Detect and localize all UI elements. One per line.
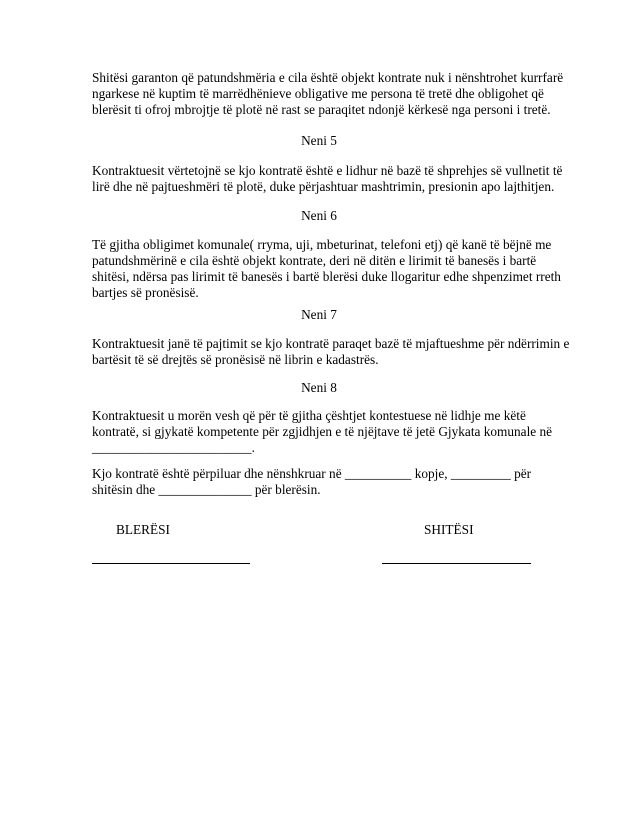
paragraph-article-7: [92, 336, 570, 368]
paragraph-guarantee: [92, 70, 562, 118]
paragraph-article-5: [92, 163, 562, 195]
seller-label: SHITËSI: [424, 522, 474, 537]
text-line: ________________________.: [92, 440, 255, 455]
text-line: bartjes së pronësisë.: [92, 285, 199, 300]
article-heading-5: Neni 5: [301, 133, 337, 148]
text-line: ngarkese në kuptim të marrëdhënieve obligative me persona të tretë dhe obligohet që: [92, 86, 544, 101]
article-heading-7: Neni 7: [301, 307, 337, 322]
article-heading-6: Neni 6: [301, 208, 337, 223]
text-line: Shitësi garanton që patundshmëria e cila është objekt kontrate nuk i nënshtrohet kurrfarë: [92, 70, 564, 85]
buyer-signature-line: [92, 563, 250, 564]
text-line: Kontraktuesit janë të pajtimit se kjo kontratë paraqet bazë të mjaftueshme për ndërrimin e: [92, 336, 570, 351]
buyer-label: BLERËSI: [116, 522, 170, 537]
text-line: Kontraktuesit vërtetojnë se kjo kontratë është e lidhur në bazë të shprehjes së vullnetit të: [92, 163, 563, 178]
paragraph-article-6: [92, 237, 562, 301]
text-line: Kjo kontratë është përpiluar dhe nënshkruar në __________ kopje, _________ për: [92, 466, 532, 481]
text-line: bartësit të së drejtës së pronësisë në librin e kadastrës.: [92, 352, 379, 367]
paragraph-article-8: [92, 408, 562, 456]
article-heading-8: Neni 8: [301, 380, 337, 395]
text-line: Të gjitha obligimet komunale( rryma, uji, mbeturinat, telefoni etj) që kanë të bëjnë me: [92, 237, 552, 252]
paragraph-copies: [92, 466, 562, 498]
seller-signature-line: [382, 563, 531, 564]
text-line: patundshmërinë e cila është objekt kontrate, deri në ditën e lirimit të banesës i bartë: [92, 253, 537, 268]
text-line: blerësit ti ofroj mbrojtje të plotë në rast se paraqitet ndonjë kërkesë nga personi i tretë.: [92, 102, 551, 117]
text-line: shitësin dhe ______________ për blerësin.: [92, 482, 321, 497]
text-line: shitësi, ndërsa pas lirimit të banesës i bartë blerësi duke llogaritur edhe shpenzimet rreth: [92, 269, 561, 284]
text-line: Kontraktuesit u morën vesh që për të gjitha çështjet kontestuese në lidhje me këtë: [92, 408, 526, 423]
text-line: lirë dhe në pajtueshmëri të plotë, duke përjashtuar mashtrimin, presionin apo lajthitjen.: [92, 179, 555, 194]
text-line: kontratë, si gjykatë kompetente për zgjidhjen e të njëjtave të jetë Gjykata komunale në: [92, 424, 553, 439]
